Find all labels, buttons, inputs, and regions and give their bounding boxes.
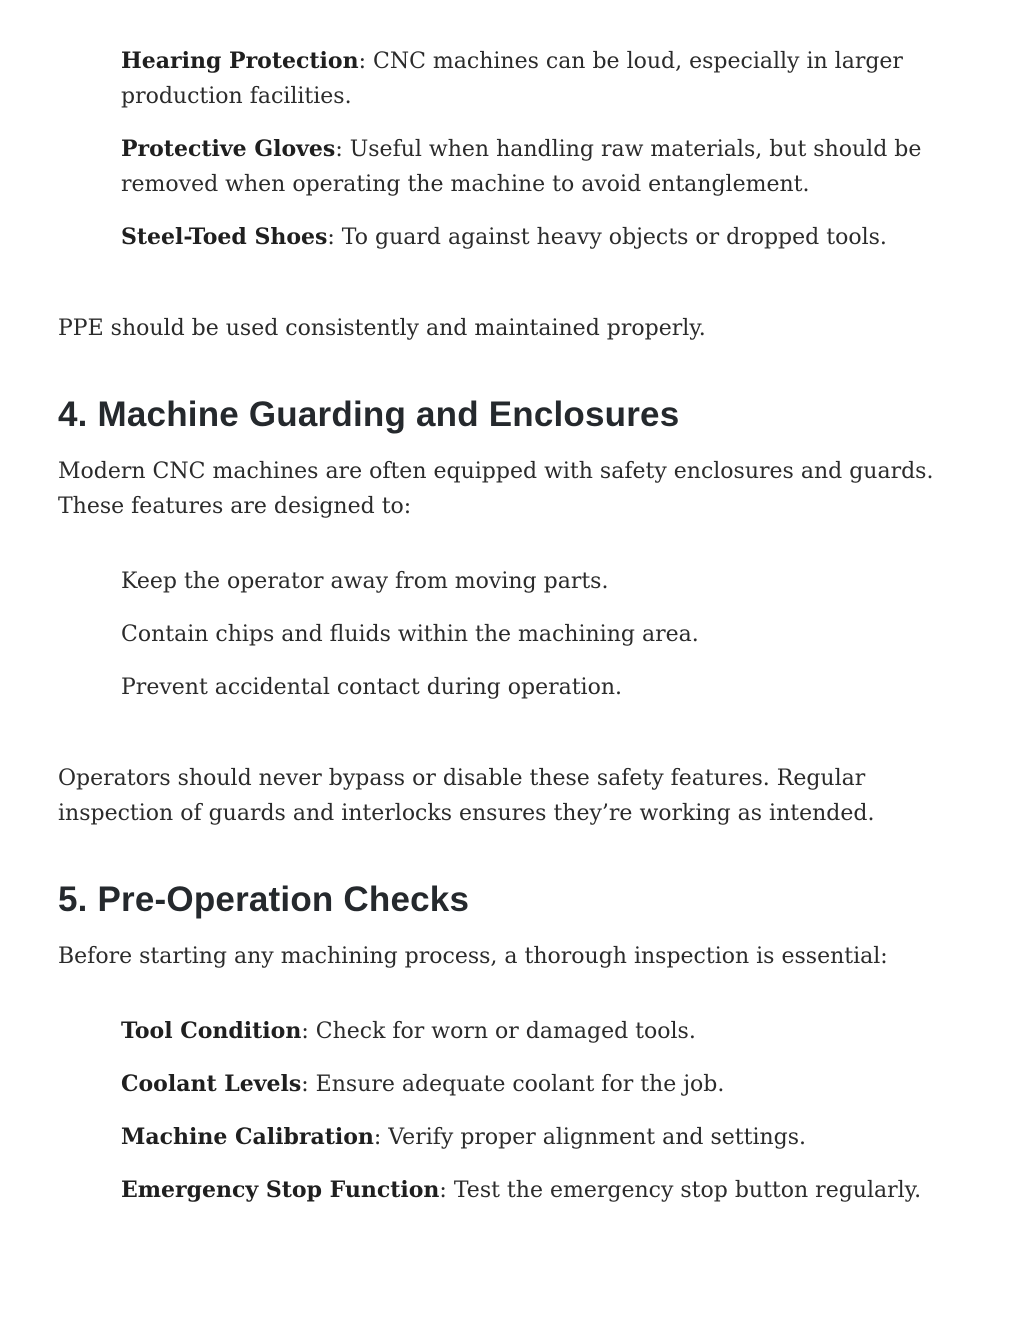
list-item <box>121 1067 978 1102</box>
list-item <box>121 1120 978 1155</box>
list-item-desc: : To guard against heavy objects or dropped tools. <box>327 225 887 250</box>
list-item-term: Machine Calibration <box>121 1124 374 1150</box>
list-item-desc: : Check for worn or damaged tools. <box>301 1019 696 1044</box>
list-item-term: Steel-Toed Shoes <box>121 224 328 250</box>
list-item-desc: : Test the emergency stop button regularly. <box>439 1178 922 1203</box>
list-item <box>121 132 978 202</box>
section-4-closing: Operators should never bypass or disable these safety features. Regular inspection of guards and interlocks ensures they’re working as intended. <box>58 766 875 826</box>
list-item-desc: : Ensure adequate coolant for the job. <box>301 1072 725 1097</box>
list-item-term: Hearing Protection <box>121 48 359 74</box>
list-item-desc: : CNC machines can be loud, especially in larger production facilities. <box>121 49 903 109</box>
list-item-term: Coolant Levels <box>121 1071 302 1097</box>
section-5-intro: Before starting any machining process, a thorough inspection is essential: <box>58 944 888 969</box>
list-item-term: Tool Condition <box>121 1018 302 1044</box>
section-5-heading: 5. Pre-Operation Checks <box>58 880 470 919</box>
list-item-term: Emergency Stop Function <box>121 1177 440 1203</box>
list-item-desc: : Verify proper alignment and settings. <box>373 1125 807 1150</box>
section-4-list <box>58 564 978 705</box>
ppe-note: PPE should be used consistently and maintained properly. <box>58 316 706 341</box>
list-item: Prevent accidental contact during operation. <box>121 675 623 700</box>
list-item: Contain chips and fluids within the machining area. <box>121 622 699 647</box>
list-item <box>121 1173 978 1208</box>
document-page <box>58 44 978 1208</box>
list-item-term: Protective Gloves <box>121 136 336 162</box>
list-item-desc: : Useful when handling raw materials, but should be removed when operating the machine to avoid entanglement. <box>121 137 922 197</box>
list-item <box>121 220 978 255</box>
list-item <box>121 44 978 114</box>
ppe-list <box>58 44 978 255</box>
list-item: Keep the operator away from moving parts. <box>121 569 609 594</box>
section-5-list <box>58 1014 978 1208</box>
list-item <box>121 1014 978 1049</box>
section-4-heading: 4. Machine Guarding and Enclosures <box>58 395 680 434</box>
section-4-intro: Modern CNC machines are often equipped with safety enclosures and guards. These features are designed to: <box>58 459 934 519</box>
